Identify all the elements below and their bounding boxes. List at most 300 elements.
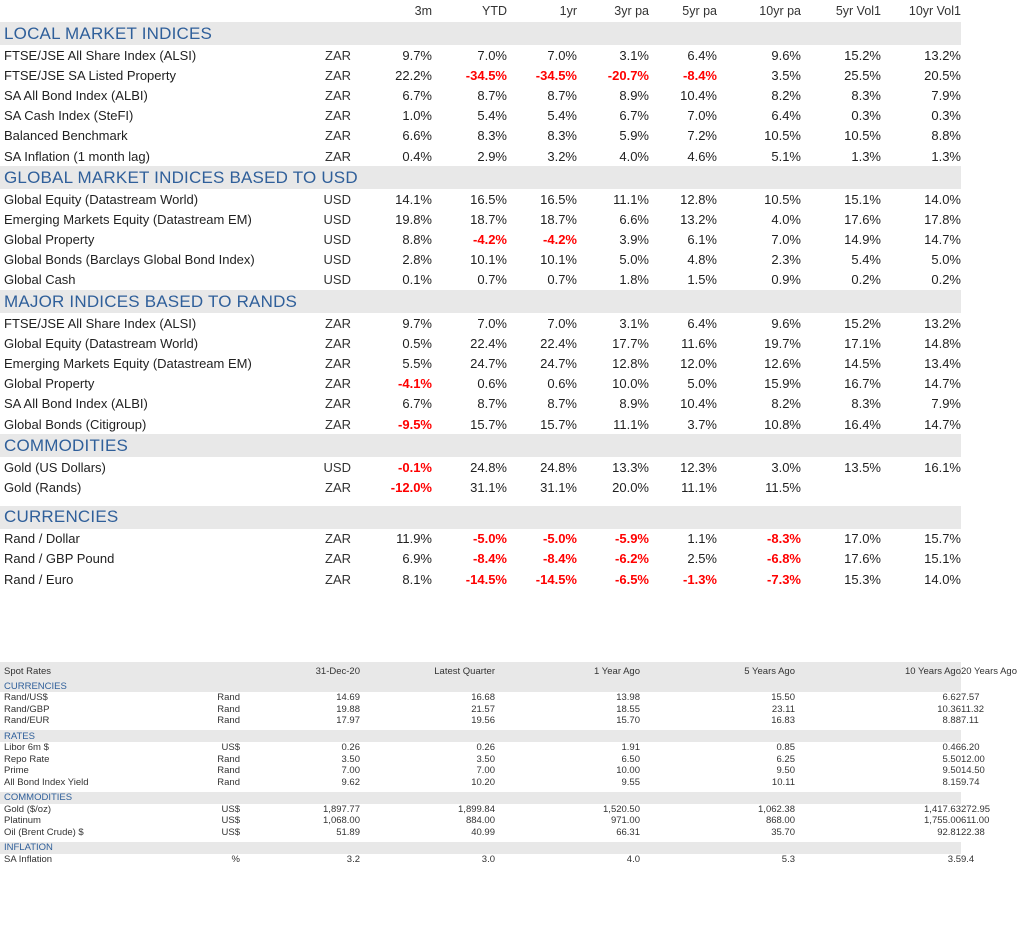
value-cell: 0.3% [931,108,961,124]
table-row [0,414,961,434]
value-cell: -20.7% [607,67,649,83]
value-cell: 6.7% [619,108,649,124]
spot-header-row: Spot Rates 31-Dec-20 Latest Quarter 1 Year Ago 5 Years Ago 10 Years Ago 20 Years Ago [0,662,961,680]
currency-cell: ZAR [325,67,351,83]
value-cell: 1.8% [619,272,649,288]
value-cell: 7.0% [547,315,577,331]
value-cell: 20.5% [924,67,961,83]
value-cell: 8.88 [942,714,961,726]
value-cell: 1.5% [687,272,717,288]
value-cell: 4.0% [771,211,801,227]
row-label: Platinum [4,815,41,827]
unit-cell: Rand [217,692,240,704]
value-cell: 12.0% [680,356,717,372]
value-cell: 8.7% [477,87,507,103]
value-cell: 0.4% [402,148,432,164]
value-cell: 3.7% [687,416,717,432]
header-cell: 10 Years Ago [795,662,961,680]
header-cell: 31-Dec-20 [240,662,360,680]
value-cell: 1,417.63 [924,803,961,815]
table-row: SA Inflation % 3.2 3.0 4.0 5.3 3.5 9.4 [0,854,961,865]
value-cell: 0.9% [771,272,801,288]
value-cell: -8.4% [683,67,717,83]
value-cell: 0.1% [402,272,432,288]
table-row [0,549,961,569]
table-row [0,146,961,166]
value-cell: 17.6% [844,551,881,567]
value-cell: 9.7% [402,315,432,331]
value-cell: 5.4% [477,108,507,124]
unit-cell: Rand [217,714,240,726]
table-row [0,529,961,549]
value-cell: -6.2% [615,551,649,567]
currency-cell: ZAR [325,335,351,351]
section-header-row [0,506,961,529]
value-cell: 3.2% [547,148,577,164]
value-cell: 21.57 [471,703,495,715]
value-cell: 1.1% [687,531,717,547]
row-label: Gold (Rands) [4,479,82,495]
performance-header-row [0,0,961,22]
value-cell: 5.9% [619,128,649,144]
value-cell: 9.6% [771,47,801,63]
value-cell: 13.5% [844,459,881,475]
section-title: MAJOR INDICES BASED TO RANDS [0,290,961,313]
value-cell: 10.4% [680,396,717,412]
value-cell: 51.89 [336,826,360,838]
table-row [0,189,961,209]
value-cell: -34.5% [465,67,507,83]
value-cell: -8.3% [767,531,801,547]
value-cell: 6.4% [687,47,717,63]
value-cell: 8.15 [942,776,961,788]
value-cell: -34.5% [535,67,577,83]
value-cell: -6.8% [767,551,801,567]
value-cell: 14.7% [924,232,961,248]
value-cell: 6.62 [942,692,961,704]
value-cell: 1.3% [851,148,881,164]
currency-cell: ZAR [325,47,351,63]
value-cell: 6.50 [621,753,640,765]
value-cell: 0.6% [547,376,577,392]
row-label: Balanced Benchmark [4,128,128,144]
currency-cell: ZAR [325,108,351,124]
value-cell: 7.9% [931,396,961,412]
value-cell: 23.11 [771,703,795,715]
header-cell: Spot Rates [0,662,140,680]
value-cell: 7.9% [931,87,961,103]
value-cell: 8.3% [851,396,881,412]
value-cell: 3.0 [481,854,495,866]
table-row [0,250,961,270]
table-row [0,209,961,229]
row-label: FTSE/JSE SA Listed Property [4,67,176,83]
value-cell: 9.50 [942,765,961,777]
value-cell: 6.7% [402,87,432,103]
section-header-row [0,290,961,313]
table-row: Oil (Brent Crude) $ US$ 51.89 40.99 66.31 35.70 92.81 22.38 [0,827,961,838]
value-cell: 16.1% [924,459,961,475]
value-cell: 18.55 [616,703,640,715]
value-cell: 11.5% [765,479,801,495]
value-cell: 1,899.84 [458,803,495,815]
currency-cell: ZAR [325,416,351,432]
value-cell: 66.31 [616,826,640,838]
value-cell: 7.0% [477,47,507,63]
row-label: SA Inflation [4,854,53,866]
row-label: Repo Rate [4,753,50,765]
value-cell: 5.4% [547,108,577,124]
value-cell: 19.8% [395,211,432,227]
value-cell: -4.2% [543,232,577,248]
value-cell: 8.2% [771,87,801,103]
value-cell: 8.7% [547,396,577,412]
value-cell: 10.0% [612,376,649,392]
value-cell: 3.5 [947,854,961,866]
value-cell: 16.83 [771,714,795,726]
value-cell: 3.1% [619,47,649,63]
table-row [0,270,961,290]
value-cell: 10.1% [470,252,507,268]
value-cell: 5.4% [851,252,881,268]
value-cell: 1,068.00 [323,815,360,827]
value-cell: 6.4% [687,315,717,331]
value-cell: 7.00 [341,765,360,777]
value-cell: 13.2% [924,315,961,331]
value-cell: 8.3% [851,87,881,103]
currency-cell: USD [323,211,351,227]
section-header-row [0,166,961,189]
unit-cell: Rand [217,753,240,765]
value-cell: 3.0% [771,459,801,475]
value-cell: 5.0% [687,376,717,392]
row-label: Gold ($/oz) [4,803,51,815]
header-cell: 1yr [559,4,577,18]
value-cell: 5.3 [781,854,795,866]
value-cell: 22.4% [470,335,507,351]
unit-cell: Rand [217,776,240,788]
value-cell: 14.1% [395,191,432,207]
header-cell: 10yr Vol1 [908,4,961,18]
table-row [0,353,961,373]
table-row [0,126,961,146]
currency-cell: ZAR [325,551,351,567]
currency-cell: USD [323,191,351,207]
value-cell: 9.62 [341,776,360,788]
value-cell: 1.91 [621,742,640,754]
value-cell: 12.6% [764,356,801,372]
table-row: Rand/EUR Rand 17.97 19.56 15.70 16.83 8.88 7.11 [0,715,961,726]
value-cell: -5.0% [543,531,577,547]
table-row: Rand/US$ Rand 14.69 16.68 13.98 15.50 6.62 7.57 [0,692,961,703]
value-cell: 8.8% [931,128,961,144]
table-row [0,457,961,477]
value-cell: 20.0% [612,479,649,495]
value-cell: 16.4% [844,416,881,432]
value-cell: 0.85 [776,742,795,754]
value-cell: 884.00 [465,815,495,827]
value-cell: 13.3% [612,459,649,475]
value-cell: 15.1% [924,551,961,567]
value-cell: 8.3% [477,128,507,144]
value-cell: -4.2% [473,232,507,248]
value-cell: 8.2% [771,396,801,412]
row-label: Global Equity (Datastream World) [4,335,199,351]
row-label: SA All Bond Index (ALBI) [4,396,148,412]
value-cell: 8.9% [619,396,649,412]
section-title: CURRENCIES [0,506,961,529]
value-cell: 7.2% [687,128,717,144]
value-cell: 0.7% [477,272,507,288]
table-row [0,333,961,353]
value-cell: 6.9% [402,551,432,567]
section-title: LOCAL MARKET INDICES [0,22,961,45]
section-header-row [0,22,961,45]
currency-cell: ZAR [325,531,351,547]
section-header-row [0,680,961,692]
table-row [0,45,961,65]
value-cell: 1,062.38 [758,803,795,815]
currency-cell: ZAR [325,87,351,103]
table-row: Prime Rand 7.00 7.00 10.00 9.50 9.50 14.50 [0,765,961,776]
row-label: Gold (US Dollars) [4,459,106,475]
value-cell: -5.9% [615,531,649,547]
row-label: FTSE/JSE All Share Index (ALSI) [4,47,197,63]
row-label: Rand/EUR [4,714,50,726]
row-label: Rand / Euro [4,571,74,587]
value-cell: 10.11 [771,776,795,788]
value-cell: 24.7% [470,356,507,372]
value-cell: 1,897.77 [323,803,360,815]
currency-cell: ZAR [325,396,351,412]
table-row [0,394,961,414]
currency-cell: USD [323,459,351,475]
value-cell: -14.5% [535,571,577,587]
value-cell: 4.6% [687,148,717,164]
row-label: SA Inflation (1 month lag) [4,148,150,164]
row-label: All Bond Index Yield [4,776,89,788]
value-cell: 9.55 [621,776,640,788]
value-cell: 1,520.50 [603,803,640,815]
value-cell: -9.5% [398,416,432,432]
row-label: SA All Bond Index (ALBI) [4,87,148,103]
unit-cell: Rand [217,703,240,715]
value-cell: 11.1% [681,479,717,495]
value-cell: 10.36 [937,703,961,715]
value-cell: 7.0% [771,232,801,248]
row-label: Emerging Markets Equity (Datastream EM) [4,356,252,372]
row-label: Global Bonds (Barclays Global Bond Index) [4,252,255,268]
header-cell: 5yr pa [682,4,717,18]
value-cell: 19.56 [471,714,495,726]
value-cell: 15.2% [844,315,881,331]
section-header-row [0,434,961,457]
row-label: Oil (Brent Crude) $ [4,826,84,838]
header-cell: 1 Year Ago [495,662,640,680]
value-cell: 17.1% [844,335,881,351]
header-cell: 10yr pa [759,4,801,18]
value-cell: 6.1% [687,232,717,248]
value-cell: 16.5% [470,191,507,207]
value-cell: 17.8% [924,211,961,227]
value-cell: 7.0% [477,315,507,331]
value-cell: 18.7% [470,211,507,227]
value-cell: 2.9% [477,148,507,164]
value-cell: 8.1% [402,571,432,587]
header-cell: 5 Years Ago [640,662,795,680]
row-label: Rand / Dollar [4,531,80,547]
value-cell: 15.3% [844,571,881,587]
header-cell: Latest Quarter [360,662,495,680]
value-cell: 15.7% [924,531,961,547]
row-label: Global Cash [4,272,76,288]
header-cell: YTD [482,4,507,18]
value-cell: -6.5% [615,571,649,587]
value-cell: 0.26 [476,742,495,754]
value-cell: 971.00 [610,815,640,827]
table-row [0,313,961,333]
table-row: Rand/GBP Rand 19.88 21.57 18.55 23.11 10.36 11.32 [0,703,961,714]
value-cell [881,477,961,497]
currency-cell: ZAR [325,148,351,164]
unit-cell: % [231,854,240,866]
value-cell: 13.2% [924,47,961,63]
value-cell: 11.1% [613,416,649,432]
value-cell: 8.3% [547,128,577,144]
table-row [0,569,961,589]
value-cell: 35.70 [771,826,795,838]
value-cell: 5.50 [942,753,961,765]
table-row [0,230,961,250]
value-cell: 3.9% [619,232,649,248]
value-cell: 6.25 [776,753,795,765]
value-cell: 0.2% [851,272,881,288]
unit-cell: US$ [221,815,240,827]
table-row: Libor 6m $ US$ 0.26 0.26 1.91 0.85 0.46 6.20 [0,742,961,753]
value-cell: -14.5% [465,571,507,587]
unit-cell: US$ [221,826,240,838]
row-label: Global Property [4,232,95,248]
value-cell: 22.4% [540,335,577,351]
value-cell: 8.7% [547,87,577,103]
value-cell: 7.0% [687,108,717,124]
value-cell: 1.0% [402,108,432,124]
table-row: Gold ($/oz) US$ 1,897.77 1,899.84 1,520.50 1,062.38 1,417.63 272.95 [0,804,961,815]
value-cell: 22.2% [395,67,432,83]
currency-cell: USD [323,252,351,268]
value-cell: 31.1% [540,479,577,495]
header-cell: 3m [414,4,432,18]
value-cell: 0.3% [851,108,881,124]
row-label: SA Cash Index (SteFI) [4,108,134,124]
row-label: Libor 6m $ [4,742,49,754]
table-row: All Bond Index Yield Rand 9.62 10.20 9.55 10.11 8.15 9.74 [0,776,961,787]
value-cell: 9.6% [771,315,801,331]
currency-cell: USD [323,232,351,248]
table-row [0,374,961,394]
value-cell: 14.0% [924,191,961,207]
value-cell: 15.1% [844,191,881,207]
table-row: Repo Rate Rand 3.50 3.50 6.50 6.25 5.50 12.00 [0,754,961,765]
value-cell: 13.4% [924,356,961,372]
row-label: Global Property [4,376,95,392]
value-cell: 9.7% [402,47,432,63]
value-cell: 31.1% [470,479,507,495]
section-title: GLOBAL MARKET INDICES BASED TO USD [0,166,961,189]
value-cell: 15.50 [771,692,795,704]
value-cell: 24.8% [540,459,577,475]
unit-cell: Rand [217,765,240,777]
value-cell: 14.69 [336,692,360,704]
value-cell: 7.0% [547,47,577,63]
value-cell: 0.7% [547,272,577,288]
value-cell: 5.5% [402,356,432,372]
value-cell: 92.81 [937,826,961,838]
value-cell: 11.1% [613,191,649,207]
value-cell: -0.1% [398,459,432,475]
row-label: Prime [4,765,29,777]
value-cell: 2.8% [402,252,432,268]
spot-rates-table [0,662,1017,866]
value-cell: 24.7% [540,356,577,372]
currency-cell: ZAR [325,356,351,372]
value-cell: 1,755.00 [924,815,961,827]
value-cell: 5.0% [931,252,961,268]
value-cell: 10.5% [844,128,881,144]
section-title: RATES [0,730,961,742]
value-cell: 16.5% [540,191,577,207]
value-cell: 9.50 [776,765,795,777]
value-cell: 868.00 [765,815,795,827]
unit-cell: US$ [221,803,240,815]
value-cell: 19.88 [336,703,360,715]
value-cell [801,477,881,497]
value-cell: 25.5% [844,67,881,83]
value-cell: 14.9% [844,232,881,248]
value-cell: 7.00 [476,765,495,777]
value-cell: 10.00 [616,765,640,777]
value-cell: 0.26 [341,742,360,754]
value-cell: 15.70 [616,714,640,726]
value-cell: 2.5% [687,551,717,567]
currency-cell: ZAR [325,315,351,331]
header-cell: 5yr Vol1 [835,4,881,18]
value-cell: 0.46 [942,742,961,754]
value-cell: 15.2% [844,47,881,63]
section-header-row [0,730,961,742]
value-cell: 3.50 [476,753,495,765]
value-cell: 13.2% [680,211,717,227]
value-cell: 17.97 [336,714,360,726]
section-header-row [0,842,961,854]
value-cell: 1.3% [931,148,961,164]
row-label: Global Equity (Datastream World) [4,191,199,207]
value-cell: 14.7% [924,416,961,432]
value-cell: -5.0% [473,531,507,547]
value-cell: 8.8% [402,232,432,248]
value-cell: 3.1% [619,315,649,331]
value-cell: 0.5% [402,335,432,351]
value-cell: 14.8% [924,335,961,351]
spacer-row [0,498,961,506]
value-cell: 16.68 [471,692,495,704]
value-cell: 16.7% [844,376,881,392]
value-cell: 13.98 [616,692,640,704]
currency-cell: ZAR [325,479,351,495]
value-cell: 19.7% [764,335,801,351]
value-cell: -7.3% [767,571,801,587]
section-title: INFLATION [0,842,961,854]
